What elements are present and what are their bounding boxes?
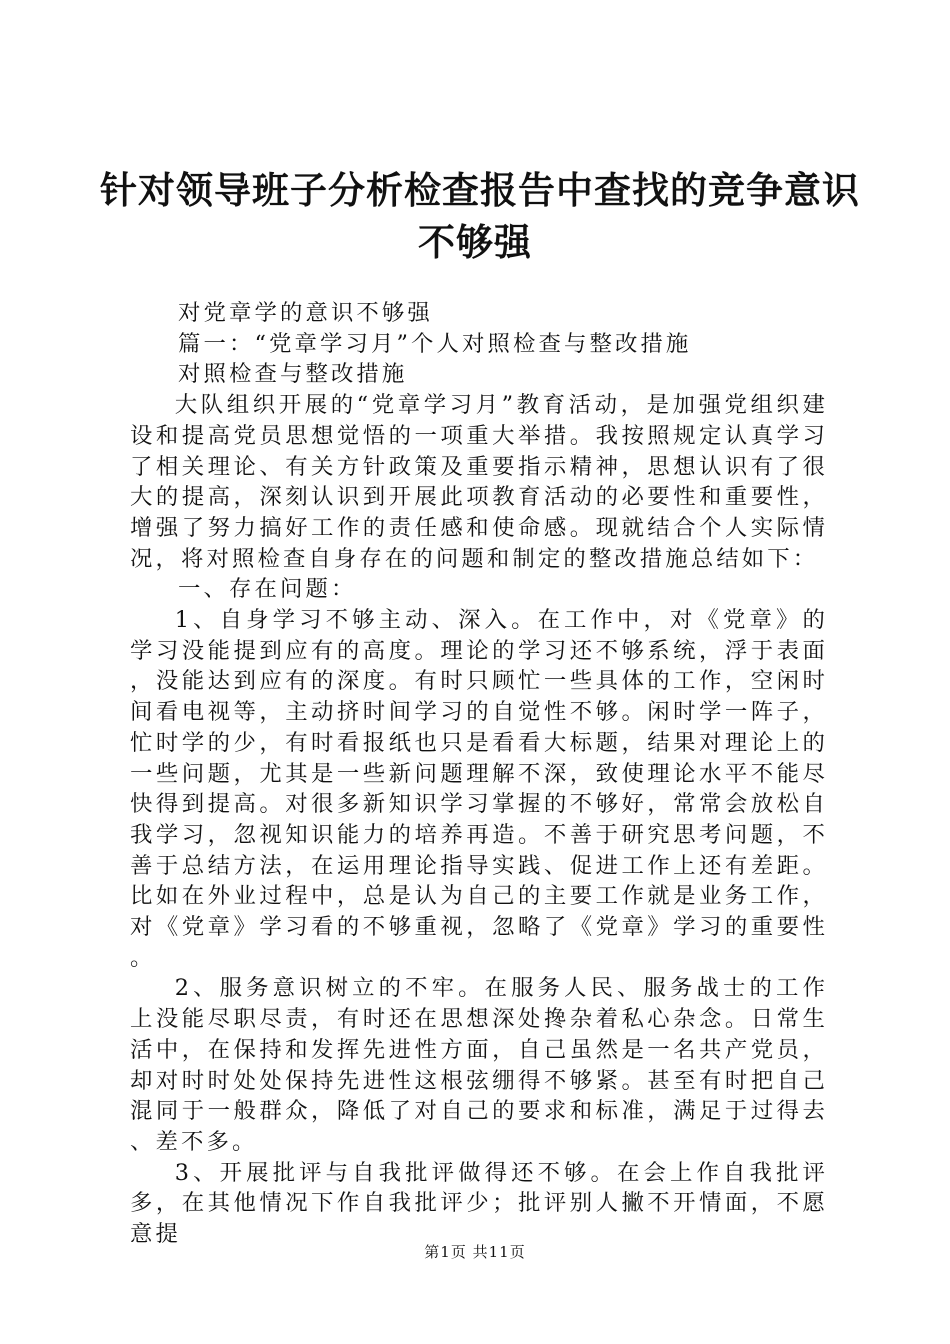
document-body: [130, 298, 828, 1250]
document-title-line-2: 不够强: [418, 221, 532, 264]
page-number-footer: 第1页 共11页: [424, 1243, 526, 1261]
paragraph-problems-heading: 一、存在问题：: [178, 576, 357, 603]
paragraph-section-heading: 篇一：“党章学习月”个人对照检查与整改措施: [178, 330, 692, 357]
paragraph-problem-2: 2、服务意识树立的不牢。在服务人民、服务战士的工作上没能尽职尽责，有时还在思想深处搀杂着私心杂念。日常生活中，在保持和发挥先进性方面，自己虽然是一名共产党员，却对时时处处保持先进性这根弦绷得不够紧。甚至有时把自己混同于一般群众，降低了对自己的要求和标准，满足于过得去、差不多。: [130, 975, 828, 1155]
paragraph-problem-3: 3、开展批评与自我批评做得还不够。在会上作自我批评多，在其他情况下作自我批评少；批评别人撇不开情面，不愿意提: [130, 1159, 828, 1248]
paragraph-problem-1: 1、自身学习不够主动、深入。在工作中，对《党章》的学习没能提到应有的高度。理论的学习还不够系统，浮于表面，没能达到应有的深度。有时只顾忙一些具体的工作，空闲时间看电视等，主动挤时间学习的自觉性不够。闲时学一阵子，忙时学的少，有时看报纸也只是看看大标题，结果对理论上的一些问题，尤其是一些新问题理解不深，致使理论水平不能尽快得到提高。对很多新知识学习掌握的不够好，常常会放松自我学习，忽视知识能力的培养再造。不善于研究思考问题，不善于总结方法，在运用理论指导实践、促进工作上还有差距。比如在外业过程中，总是认为自己的主要工作就是业务工作，对《党章》学习看的不够重视，忽略了《党章》学习的重要性。: [130, 607, 828, 971]
paragraph-opening: 大队组织开展的“党章学习月”教育活动，是加强党组织建设和提高党员思想觉悟的一项重大举措。我按照规定认真学习了相关理论、有关方针政策及重要指示精神，思想认识有了很大的提高，深刻认识到开展此项教育活动的必要性和重要性，增强了努力搞好工作的责任感和使命感。现就结合个人实际情况，将对照检查自身存在的问题和制定的整改措施总结如下：: [130, 392, 828, 572]
paragraph-subheading: 对照检查与整改措施: [178, 361, 408, 388]
paragraph-intro: 对党章学的意识不够强: [178, 300, 433, 326]
document-title-line-1: 针对领导班子分析检查报告中查找的竞争意识: [100, 169, 860, 212]
